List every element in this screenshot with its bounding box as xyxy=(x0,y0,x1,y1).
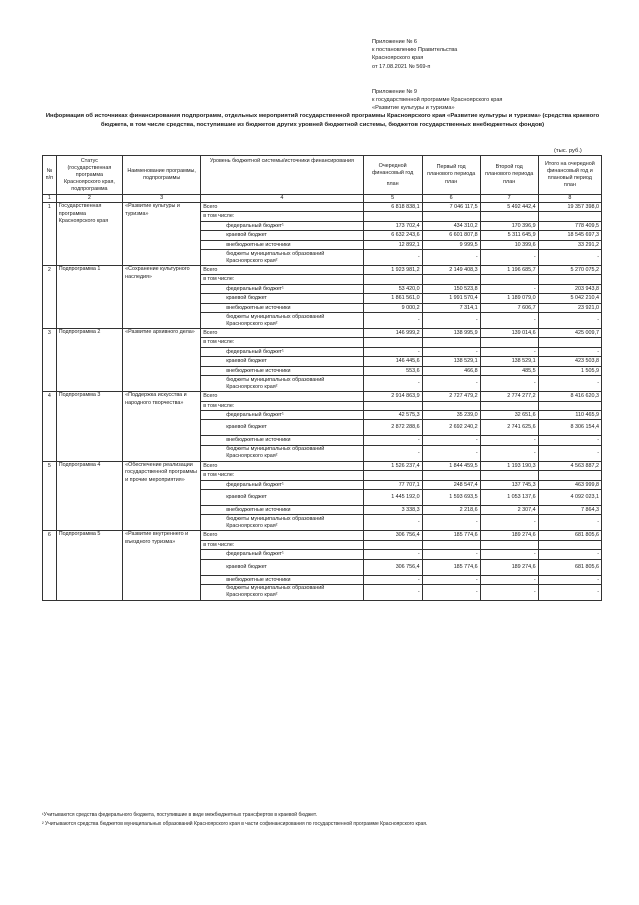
value-total: - xyxy=(538,445,601,461)
value-total: 18 545 697,3 xyxy=(538,231,601,240)
value-year1: - xyxy=(363,575,422,584)
value-year2 xyxy=(422,212,480,221)
table-row xyxy=(43,203,602,212)
value-year3: 5 311 645,9 xyxy=(480,231,538,240)
value-year3: 170 396,9 xyxy=(480,221,538,230)
value-year2: - xyxy=(422,436,480,445)
column-number: 4 xyxy=(201,195,363,203)
value-year2: 7 046 117,5 xyxy=(422,203,480,212)
value-year2 xyxy=(422,338,480,347)
funding-source-label: в том числе: xyxy=(201,540,363,549)
value-total: 681 805,6 xyxy=(538,531,601,540)
value-year2: 434 310,2 xyxy=(422,221,480,230)
program-name: «Обеспечение реализации государственной программы и прочие мероприятия» xyxy=(123,461,201,531)
program-status: Подпрограмма 3 xyxy=(56,392,122,462)
funding-source-label: внебюджетные источники xyxy=(201,366,363,375)
value-year2: 1 844 459,5 xyxy=(422,461,480,470)
financing-table xyxy=(42,155,602,601)
value-year1: - xyxy=(363,436,422,445)
value-year2: 138 995,9 xyxy=(422,329,480,338)
program-name: «Сохранение культурного наследия» xyxy=(123,266,201,329)
value-total: 5 270 075,2 xyxy=(538,266,601,275)
value-year1: - xyxy=(363,445,422,461)
value-year1: 2 872 288,6 xyxy=(363,420,422,436)
value-total: 203 943,8 xyxy=(538,284,601,293)
value-year1: 42 575,3 xyxy=(363,410,422,419)
column-number: 2 xyxy=(56,195,122,203)
program-status: Подпрограмма 5 xyxy=(56,531,122,601)
value-year2: 35 239,0 xyxy=(422,410,480,419)
value-year1: 1 861 561,0 xyxy=(363,294,422,303)
value-total: 4 563 887,2 xyxy=(538,461,601,470)
value-total: - xyxy=(538,313,601,329)
funding-source-label: в том числе: xyxy=(201,401,363,410)
value-year2: 466,8 xyxy=(422,366,480,375)
funding-source-label: федеральный бюджет¹ xyxy=(201,347,363,356)
program-status: Государственная программа Красноярского края xyxy=(56,203,122,266)
program-name: «Развитие внутреннего и въездного туризма» xyxy=(123,531,201,601)
funding-source-label: краевой бюджет xyxy=(201,294,363,303)
value-year1: 2 914 863,9 xyxy=(363,392,422,401)
value-total: 8 416 620,3 xyxy=(538,392,601,401)
program-status: Подпрограмма 4 xyxy=(56,461,122,531)
value-year2: 2 692 240,2 xyxy=(422,420,480,436)
value-year2: 1 991 570,4 xyxy=(422,294,480,303)
value-year3: - xyxy=(480,376,538,392)
value-year1: 1 923 981,2 xyxy=(363,266,422,275)
value-year2 xyxy=(422,471,480,480)
value-total xyxy=(538,471,601,480)
value-year3: - xyxy=(480,515,538,531)
funding-source-label: бюджеты муниципальных образований Красноярского края² xyxy=(201,445,363,461)
table-row xyxy=(43,531,602,540)
value-year2: - xyxy=(422,515,480,531)
value-year1: 1 445 192,0 xyxy=(363,489,422,505)
value-year1: 53 420,0 xyxy=(363,284,422,293)
value-total: 423 503,8 xyxy=(538,357,601,366)
document-title: Информация об источниках финансирования подпрограмм, отдельных мероприятий государственной программы Красноярского края «Развитие культуры и туризма» (средства краевого бюджета, в том числе средства, поступившие из бюджетов других уровней бюджетной системы, бюджетов государственных внебюджетных фондов) xyxy=(45,113,600,128)
value-year1: 77 707,1 xyxy=(363,480,422,489)
row-number: 3 xyxy=(43,329,57,392)
value-year3: - xyxy=(480,445,538,461)
table-row xyxy=(43,392,602,401)
value-year3 xyxy=(480,212,538,221)
value-total: 7 864,3 xyxy=(538,505,601,514)
table-row xyxy=(43,461,602,470)
value-total xyxy=(538,275,601,284)
column-number: 7 xyxy=(480,195,538,203)
header-line: от 17.08.2021 № 569-п xyxy=(372,63,431,70)
value-year1: - xyxy=(363,376,422,392)
value-year1: 173 702,4 xyxy=(363,221,422,230)
header-line: к постановлению Правительства xyxy=(372,47,458,54)
plan-label: план xyxy=(445,179,458,185)
value-total: - xyxy=(538,250,601,266)
value-year3: 2 774 277,2 xyxy=(480,392,538,401)
appendix-6-header xyxy=(372,38,612,71)
value-total: 4 092 023,1 xyxy=(538,489,601,505)
value-year1: 553,6 xyxy=(363,366,422,375)
col-header-number: № п/п xyxy=(43,156,57,195)
table-row xyxy=(43,266,602,275)
value-year1: - xyxy=(363,515,422,531)
funding-source-label: внебюджетные источники xyxy=(201,240,363,249)
program-name: «Развитие архивного дела» xyxy=(123,329,201,392)
value-year2: 2 727 479,2 xyxy=(422,392,480,401)
value-year1 xyxy=(363,471,422,480)
col-header-year3 xyxy=(480,156,538,195)
row-number: 1 xyxy=(43,203,57,266)
header-line: Красноярского края xyxy=(372,55,424,62)
value-total: - xyxy=(538,550,601,559)
value-year3: 1 053 137,6 xyxy=(480,489,538,505)
value-total: 23 921,0 xyxy=(538,303,601,312)
value-year3 xyxy=(480,471,538,480)
value-year3: 1 193 190,3 xyxy=(480,461,538,470)
col-header-year2-label: Первый год планового периода xyxy=(427,164,476,177)
funding-source-label: бюджеты муниципальных образований Красноярского края² xyxy=(201,376,363,392)
value-total: 463 999,8 xyxy=(538,480,601,489)
value-total: 19 357 398,0 xyxy=(538,203,601,212)
plan-label: план xyxy=(386,180,399,187)
value-year1: - xyxy=(363,550,422,559)
value-year2: - xyxy=(422,250,480,266)
row-number: 5 xyxy=(43,461,57,531)
header-line: Приложение № 9 xyxy=(372,89,418,95)
value-year1: 6 632 243,6 xyxy=(363,231,422,240)
value-year2 xyxy=(422,540,480,549)
funding-source-label: бюджеты муниципальных образований Красноярского края² xyxy=(201,250,363,266)
funding-source-label: краевой бюджет xyxy=(201,489,363,505)
value-year1: 6 818 838,1 xyxy=(363,203,422,212)
appendix-9-header xyxy=(372,88,612,113)
funding-source-label: краевой бюджет xyxy=(201,559,363,575)
column-number: 8 xyxy=(538,195,601,203)
row-number: 6 xyxy=(43,531,57,601)
funding-source-label: внебюджетные источники xyxy=(201,436,363,445)
value-year3: 10 399,6 xyxy=(480,240,538,249)
program-name: «Развитие культуры и туризма» xyxy=(123,203,201,266)
col-header-total xyxy=(538,156,601,195)
row-number: 4 xyxy=(43,392,57,462)
value-year1: 12 892,1 xyxy=(363,240,422,249)
value-year1: 306 756,4 xyxy=(363,559,422,575)
header-line: «Развитие культуры и туризма» xyxy=(372,105,455,112)
funding-source-label: краевой бюджет xyxy=(201,357,363,366)
value-year2: 185 774,6 xyxy=(422,531,480,540)
funding-source-label: в том числе: xyxy=(201,275,363,284)
col-header-year1 xyxy=(363,156,422,195)
value-year3 xyxy=(480,540,538,549)
footnote-1: ¹Учитываются средства федерального бюджета, поступившие в виде межбюджетных трансфертов в краевой бюджет. xyxy=(42,812,317,818)
col-header-source: Уровень бюджетной системы/источники финансирования xyxy=(201,156,363,195)
value-year3: 1 189 079,0 xyxy=(480,294,538,303)
value-total: - xyxy=(538,575,601,584)
col-header-total-label: Итого на очередной финансовый год и плановый период xyxy=(544,161,595,181)
funding-source-label: в том числе: xyxy=(201,338,363,347)
value-year1: 146 445,6 xyxy=(363,357,422,366)
value-year3: - xyxy=(480,250,538,266)
value-total: 778 409,5 xyxy=(538,221,601,230)
value-year3: 189 274,6 xyxy=(480,531,538,540)
value-total xyxy=(538,338,601,347)
funding-source-label: в том числе: xyxy=(201,212,363,221)
table-header-row xyxy=(43,156,602,195)
funding-source-label: краевой бюджет xyxy=(201,420,363,436)
value-total: 8 306 154,4 xyxy=(538,420,601,436)
value-year2: 248 547,4 xyxy=(422,480,480,489)
funding-source-label: внебюджетные источники xyxy=(201,575,363,584)
table-row xyxy=(43,329,602,338)
program-status: Подпрограмма 1 xyxy=(56,266,122,329)
value-year2: 2 218,6 xyxy=(422,505,480,514)
value-year1: - xyxy=(363,250,422,266)
funding-source-label: бюджеты муниципальных образований Красноярского края² xyxy=(201,584,363,600)
value-year3: - xyxy=(480,284,538,293)
value-total xyxy=(538,401,601,410)
value-year3: 2 741 625,6 xyxy=(480,420,538,436)
value-year2: 2 149 408,3 xyxy=(422,266,480,275)
value-year1 xyxy=(363,338,422,347)
value-year1: 1 526 237,4 xyxy=(363,461,422,470)
value-year2: 1 593 693,5 xyxy=(422,489,480,505)
funding-source-label: федеральный бюджет¹ xyxy=(201,410,363,419)
value-year3: 5 492 442,4 xyxy=(480,203,538,212)
value-year2: 150 523,8 xyxy=(422,284,480,293)
column-number: 1 xyxy=(43,195,57,203)
value-year1 xyxy=(363,540,422,549)
units-label: (тыс. руб.) xyxy=(554,148,582,154)
value-year2: 185 774,6 xyxy=(422,559,480,575)
value-total: - xyxy=(538,376,601,392)
funding-source-label: федеральный бюджет¹ xyxy=(201,221,363,230)
program-name: «Поддержка искусства и народного творчества» xyxy=(123,392,201,462)
col-header-name: Наименование программы, подпрограммы xyxy=(123,156,201,195)
funding-source-label: внебюджетные источники xyxy=(201,505,363,514)
funding-source-label: бюджеты муниципальных образований Красноярского края² xyxy=(201,515,363,531)
funding-source-label: Всего xyxy=(201,203,363,212)
value-year1: 3 338,3 xyxy=(363,505,422,514)
header-line: Приложение № 6 xyxy=(372,39,418,45)
value-year2: - xyxy=(422,347,480,356)
value-year1: - xyxy=(363,347,422,356)
table-body xyxy=(43,203,602,601)
col-header-year1-label: Очередной финансовый год xyxy=(372,162,414,176)
value-year3: 2 307,4 xyxy=(480,505,538,514)
footnote-2: ² Учитываются средства бюджетов муниципальных образований Красноярского края в части софинансирования по государственной программе Красноярского края. xyxy=(42,821,428,827)
column-number: 5 xyxy=(363,195,422,203)
value-year2: - xyxy=(422,445,480,461)
value-year2: - xyxy=(422,550,480,559)
value-year1 xyxy=(363,275,422,284)
funding-source-label: внебюджетные источники xyxy=(201,303,363,312)
value-year2 xyxy=(422,275,480,284)
funding-source-label: Всего xyxy=(201,531,363,540)
value-year3: 139 014,6 xyxy=(480,329,538,338)
funding-source-label: Всего xyxy=(201,392,363,401)
value-year1 xyxy=(363,401,422,410)
value-year3 xyxy=(480,338,538,347)
value-year3 xyxy=(480,275,538,284)
value-year1: 9 000,2 xyxy=(363,303,422,312)
plan-label: план xyxy=(563,182,576,188)
row-number: 2 xyxy=(43,266,57,329)
value-total: - xyxy=(538,436,601,445)
funding-source-label: Всего xyxy=(201,329,363,338)
value-year2: - xyxy=(422,376,480,392)
funding-source-label: краевой бюджет xyxy=(201,231,363,240)
value-total: 5 042 210,4 xyxy=(538,294,601,303)
value-total: - xyxy=(538,515,601,531)
value-year1: - xyxy=(363,313,422,329)
value-total: - xyxy=(538,584,601,600)
value-year2: 138 529,1 xyxy=(422,357,480,366)
value-year2: 7 314,1 xyxy=(422,303,480,312)
value-year3: - xyxy=(480,436,538,445)
value-year2: - xyxy=(422,313,480,329)
funding-source-label: федеральный бюджет¹ xyxy=(201,550,363,559)
value-year3 xyxy=(480,401,538,410)
value-total: 425 009,7 xyxy=(538,329,601,338)
value-year1: 146 999,2 xyxy=(363,329,422,338)
value-year2 xyxy=(422,401,480,410)
column-number-row xyxy=(43,195,602,203)
col-header-year2 xyxy=(422,156,480,195)
value-year3: - xyxy=(480,584,538,600)
value-total xyxy=(538,212,601,221)
funding-source-label: федеральный бюджет¹ xyxy=(201,480,363,489)
column-number: 3 xyxy=(123,195,201,203)
value-year2: 9 999,5 xyxy=(422,240,480,249)
value-total: 681 805,6 xyxy=(538,559,601,575)
value-year3: - xyxy=(480,550,538,559)
value-year2: - xyxy=(422,584,480,600)
value-year1: - xyxy=(363,584,422,600)
value-year1: 306 756,4 xyxy=(363,531,422,540)
funding-source-label: Всего xyxy=(201,461,363,470)
column-number: 6 xyxy=(422,195,480,203)
value-total: - xyxy=(538,347,601,356)
value-year3: - xyxy=(480,347,538,356)
funding-source-label: бюджеты муниципальных образований Красноярского края² xyxy=(201,313,363,329)
value-year3: 7 606,7 xyxy=(480,303,538,312)
value-year3: 32 651,6 xyxy=(480,410,538,419)
value-total: 33 291,2 xyxy=(538,240,601,249)
value-year3: 189 274,6 xyxy=(480,559,538,575)
value-total xyxy=(538,540,601,549)
funding-source-label: Всего xyxy=(201,266,363,275)
header-line: к государственной программе Красноярского края xyxy=(372,97,503,104)
funding-source-label: федеральный бюджет¹ xyxy=(201,284,363,293)
funding-source-label: в том числе: xyxy=(201,471,363,480)
value-year3: 485,5 xyxy=(480,366,538,375)
value-year2: - xyxy=(422,575,480,584)
value-year3: - xyxy=(480,575,538,584)
program-status: Подпрограмма 2 xyxy=(56,329,122,392)
col-header-year3-label: Второй год планового периода xyxy=(485,164,534,177)
value-year3: 1 196 685,7 xyxy=(480,266,538,275)
plan-label: план xyxy=(503,179,516,185)
value-year3: - xyxy=(480,313,538,329)
value-year3: 138 529,1 xyxy=(480,357,538,366)
value-year2: 6 601 807,8 xyxy=(422,231,480,240)
value-total: 1 505,9 xyxy=(538,366,601,375)
value-total: 110 465,9 xyxy=(538,410,601,419)
value-year3: 137 745,3 xyxy=(480,480,538,489)
value-year1 xyxy=(363,212,422,221)
col-header-status: Статус (государственная программа Красноярского края, подпрограмма xyxy=(56,156,122,195)
